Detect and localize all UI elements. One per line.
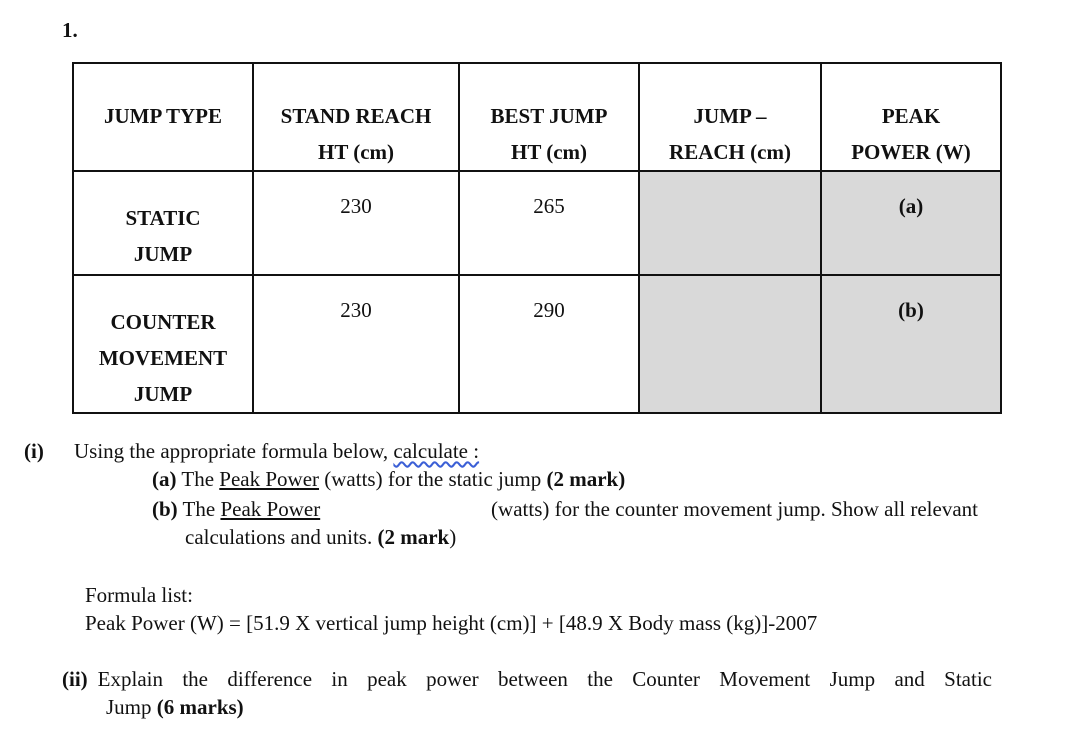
header-stand-reach: STAND REACH HT (cm) xyxy=(253,63,459,171)
part-i-b: (b) The Peak Power (watts) for the counter movement jump. Show all relevant calculations and units. (2 mark) xyxy=(152,497,978,549)
formula-text: Peak Power (W) = [51.9 X vertical jump height (cm)] + [48.9 X Body mass (kg)]-2007 xyxy=(85,611,818,635)
formula-title: Formula list: xyxy=(85,583,193,607)
part-i-intro: Using the appropriate formula below, calculate : xyxy=(74,439,480,463)
cell-best-jump: 265 xyxy=(459,171,639,275)
header-best-jump: BEST JUMP HT (cm) xyxy=(459,63,639,171)
part-i-label: (i) xyxy=(24,439,44,463)
table-header-row xyxy=(73,63,1001,171)
cell-peak-power: (a) xyxy=(821,171,1001,275)
cell-best-jump: 290 xyxy=(459,275,639,413)
cell-jump-reach xyxy=(639,275,821,413)
cell-stand-reach: 230 xyxy=(253,171,459,275)
part-ii: (ii) Explain the difference in peak power between the Counter Movement Jump and Static Jump (6 marks) xyxy=(62,667,992,719)
header-peak-power: PEAK POWER (W) xyxy=(821,63,1001,171)
table-row xyxy=(73,171,1001,275)
cell-stand-reach: 230 xyxy=(253,275,459,413)
part-i-a: (a) The Peak Power (watts) for the static jump (2 mark) xyxy=(152,467,626,491)
table-row xyxy=(73,275,1001,413)
cell-jump-reach xyxy=(639,171,821,275)
row-label-counter-movement: COUNTER MOVEMENT JUMP xyxy=(73,275,253,413)
question-number: 1. xyxy=(62,18,78,42)
header-jump-reach: JUMP – REACH (cm) xyxy=(639,63,821,171)
cell-peak-power: (b) xyxy=(821,275,1001,413)
header-jump-type: JUMP TYPE xyxy=(73,63,253,171)
row-label-static: STATIC JUMP xyxy=(73,171,253,275)
jump-table xyxy=(72,62,1002,414)
part-ii-label: (ii) xyxy=(62,667,88,691)
